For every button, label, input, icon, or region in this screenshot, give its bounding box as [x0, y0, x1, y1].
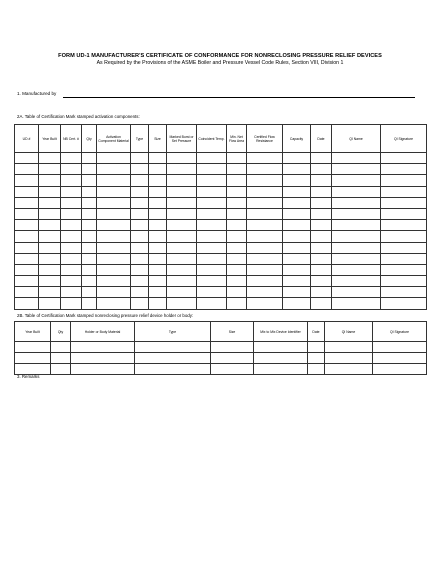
table-cell[interactable] — [227, 264, 247, 275]
table-cell[interactable] — [39, 253, 61, 264]
table-cell[interactable] — [197, 197, 227, 208]
table-cell[interactable] — [15, 342, 51, 353]
table-row — [15, 175, 427, 186]
table-cell[interactable] — [15, 153, 39, 164]
remarks-label: 3. Remarks — [17, 374, 40, 379]
table-cell[interactable] — [61, 264, 82, 275]
table-cell[interactable] — [227, 175, 247, 186]
table-cell[interactable] — [149, 175, 167, 186]
table-cell[interactable] — [332, 276, 381, 287]
activation-components-table — [14, 124, 427, 310]
table-cell[interactable] — [15, 353, 51, 364]
table-cell[interactable] — [15, 175, 39, 186]
table-cell[interactable] — [381, 153, 427, 164]
table-cell[interactable] — [381, 197, 427, 208]
table-cell[interactable] — [15, 186, 39, 197]
table-cell[interactable] — [149, 253, 167, 264]
table-row — [15, 186, 427, 197]
table-cell[interactable] — [247, 197, 283, 208]
table-cell[interactable] — [131, 253, 149, 264]
table-cell[interactable] — [308, 364, 325, 375]
table-cell[interactable] — [149, 276, 167, 287]
table-cell[interactable] — [167, 287, 197, 298]
table-cell[interactable] — [82, 164, 97, 175]
table-cell[interactable] — [227, 220, 247, 231]
table-cell[interactable] — [131, 208, 149, 219]
table-cell[interactable] — [15, 253, 39, 264]
table-cell[interactable] — [61, 153, 82, 164]
table-row — [15, 242, 427, 253]
table-cell[interactable] — [283, 253, 311, 264]
table-cell[interactable] — [131, 220, 149, 231]
column-header: Capacity — [283, 125, 311, 153]
table-cell[interactable] — [381, 175, 427, 186]
table-cell[interactable] — [332, 208, 381, 219]
table-cell[interactable] — [149, 164, 167, 175]
table-cell[interactable] — [332, 264, 381, 275]
table-cell[interactable] — [227, 164, 247, 175]
table-cell[interactable] — [167, 298, 197, 309]
table-cell[interactable] — [82, 220, 97, 231]
table-cell[interactable] — [227, 231, 247, 242]
table-cell[interactable] — [15, 208, 39, 219]
table-cell[interactable] — [254, 342, 308, 353]
table-cell[interactable] — [332, 164, 381, 175]
table-cell[interactable] — [97, 231, 131, 242]
table-row — [15, 231, 427, 242]
table-cell[interactable] — [332, 186, 381, 197]
column-header: QI Signature — [381, 125, 427, 153]
table-cell[interactable] — [82, 197, 97, 208]
table-cell[interactable] — [39, 164, 61, 175]
table-cell[interactable] — [381, 231, 427, 242]
table-cell[interactable] — [61, 253, 82, 264]
column-header: QI Signature — [373, 322, 427, 342]
table-cell[interactable] — [197, 253, 227, 264]
table-cell[interactable] — [381, 298, 427, 309]
column-header: Min. Net Flow Area — [227, 125, 247, 153]
table-row — [15, 153, 427, 164]
table-cell[interactable] — [332, 220, 381, 231]
table-cell[interactable] — [227, 298, 247, 309]
table-cell[interactable] — [61, 298, 82, 309]
table-cell[interactable] — [373, 353, 427, 364]
table-cell[interactable] — [61, 220, 82, 231]
table-cell[interactable] — [227, 276, 247, 287]
table-cell[interactable] — [247, 220, 283, 231]
table-cell[interactable] — [97, 208, 131, 219]
table-cell[interactable] — [254, 353, 308, 364]
table-row — [15, 353, 427, 364]
table-cell[interactable] — [311, 220, 332, 231]
table-cell[interactable] — [332, 197, 381, 208]
table-cell[interactable] — [97, 186, 131, 197]
table-cell[interactable] — [82, 153, 97, 164]
column-header: NB Cert. # — [61, 125, 82, 153]
table-cell[interactable] — [283, 208, 311, 219]
table-cell[interactable] — [15, 364, 51, 375]
table-cell[interactable] — [211, 342, 254, 353]
table-cell[interactable] — [82, 287, 97, 298]
table-cell[interactable] — [97, 175, 131, 186]
table-cell[interactable] — [149, 264, 167, 275]
table-cell[interactable] — [381, 164, 427, 175]
table-cell[interactable] — [167, 242, 197, 253]
table-cell[interactable] — [381, 264, 427, 275]
table-cell[interactable] — [283, 276, 311, 287]
table-cell[interactable] — [283, 197, 311, 208]
table-cell[interactable] — [15, 298, 39, 309]
table-cell[interactable] — [97, 253, 131, 264]
table-cell[interactable] — [82, 175, 97, 186]
table-cell[interactable] — [283, 264, 311, 275]
table-cell[interactable] — [308, 353, 325, 364]
column-header: Size — [211, 322, 254, 342]
table-cell[interactable] — [311, 287, 332, 298]
table-cell[interactable] — [131, 298, 149, 309]
table-cell[interactable] — [15, 276, 39, 287]
table-row — [15, 364, 427, 375]
table-cell[interactable] — [311, 186, 332, 197]
column-header: Qty — [82, 125, 97, 153]
table-cell[interactable] — [211, 353, 254, 364]
table-cell[interactable] — [332, 242, 381, 253]
table-cell[interactable] — [167, 186, 197, 197]
table-cell[interactable] — [381, 208, 427, 219]
table-cell[interactable] — [149, 298, 167, 309]
table-cell[interactable] — [325, 342, 373, 353]
table-cell[interactable] — [332, 253, 381, 264]
table-cell[interactable] — [82, 231, 97, 242]
column-header: Certified Flow Resistance — [247, 125, 283, 153]
table-cell[interactable] — [227, 253, 247, 264]
table-cell[interactable] — [197, 175, 227, 186]
table-cell[interactable] — [197, 276, 227, 287]
table-cell[interactable] — [39, 276, 61, 287]
table-cell[interactable] — [15, 264, 39, 275]
table-cell[interactable] — [332, 287, 381, 298]
table-cell[interactable] — [311, 197, 332, 208]
table-cell[interactable] — [325, 353, 373, 364]
table-cell[interactable] — [61, 208, 82, 219]
table-cell[interactable] — [283, 164, 311, 175]
table-cell[interactable] — [227, 208, 247, 219]
table-cell[interactable] — [149, 208, 167, 219]
column-header: Type — [135, 322, 211, 342]
table-cell[interactable] — [61, 175, 82, 186]
table-cell[interactable] — [197, 242, 227, 253]
holder-body-table — [14, 321, 427, 375]
table-row — [15, 197, 427, 208]
table-cell[interactable] — [51, 353, 71, 364]
table-cell[interactable] — [311, 276, 332, 287]
table-cell[interactable] — [71, 364, 135, 375]
table-cell[interactable] — [197, 220, 227, 231]
table-cell[interactable] — [39, 231, 61, 242]
table-cell[interactable] — [15, 220, 39, 231]
section-2b-label: 2B. Table of Certification Mark stamped nonreclosing pressure relief device holder or body: — [17, 313, 194, 318]
column-header: Date — [311, 125, 332, 153]
table-cell[interactable] — [82, 253, 97, 264]
table-cell[interactable] — [247, 175, 283, 186]
table-cell[interactable] — [15, 164, 39, 175]
table-cell[interactable] — [332, 175, 381, 186]
column-header: Mix to Mix Device Identifier — [254, 322, 308, 342]
table-cell[interactable] — [82, 276, 97, 287]
manufactured-by-field[interactable] — [63, 97, 415, 98]
table-cell[interactable] — [39, 186, 61, 197]
table-cell[interactable] — [39, 298, 61, 309]
table-cell[interactable] — [311, 153, 332, 164]
table-cell[interactable] — [71, 353, 135, 364]
table-cell[interactable] — [82, 186, 97, 197]
table-cell[interactable] — [167, 264, 197, 275]
table-row — [15, 342, 427, 353]
table-cell[interactable] — [61, 186, 82, 197]
table-row — [15, 298, 427, 309]
table-cell[interactable] — [39, 220, 61, 231]
table-cell[interactable] — [254, 364, 308, 375]
table-cell[interactable] — [39, 175, 61, 186]
table-cell[interactable] — [167, 175, 197, 186]
table-cell[interactable] — [131, 153, 149, 164]
table-cell[interactable] — [381, 220, 427, 231]
table-cell[interactable] — [247, 231, 283, 242]
table-cell[interactable] — [197, 186, 227, 197]
table-cell[interactable] — [167, 276, 197, 287]
table-cell[interactable] — [197, 208, 227, 219]
table-cell[interactable] — [167, 231, 197, 242]
form-title: FORM UD-1 MANUFACTURER'S CERTIFICATE OF CONFORMANCE FOR NONRECLOSING PRESSURE RELIEF DEVICES — [58, 53, 382, 59]
table-cell[interactable] — [381, 186, 427, 197]
table-row — [15, 287, 427, 298]
table-cell[interactable] — [227, 242, 247, 253]
column-header: Marked Burst or Set Pressure — [167, 125, 197, 153]
table-cell[interactable] — [247, 208, 283, 219]
column-header: Coincident Temp. — [197, 125, 227, 153]
section-2a-label: 2A. Table of Certification Mark stamped activation components: — [17, 114, 140, 119]
table-cell[interactable] — [39, 208, 61, 219]
column-header: Holder or Body Material — [71, 322, 135, 342]
table-cell[interactable] — [97, 197, 131, 208]
table-cell[interactable] — [97, 153, 131, 164]
table-cell[interactable] — [131, 242, 149, 253]
table-cell[interactable] — [15, 197, 39, 208]
table-cell[interactable] — [311, 242, 332, 253]
table-cell[interactable] — [149, 287, 167, 298]
table-cell[interactable] — [131, 287, 149, 298]
table-cell[interactable] — [149, 153, 167, 164]
table-cell[interactable] — [39, 153, 61, 164]
table-cell[interactable] — [283, 153, 311, 164]
table-cell[interactable] — [381, 242, 427, 253]
table-cell[interactable] — [227, 287, 247, 298]
table-cell[interactable] — [135, 364, 211, 375]
table-cell[interactable] — [247, 298, 283, 309]
table-row — [15, 164, 427, 175]
column-header: Size — [149, 125, 167, 153]
table-cell[interactable] — [311, 175, 332, 186]
table-cell[interactable] — [167, 208, 197, 219]
table-cell[interactable] — [131, 264, 149, 275]
table-cell[interactable] — [39, 287, 61, 298]
table-cell[interactable] — [311, 231, 332, 242]
table-cell[interactable] — [247, 276, 283, 287]
table-cell[interactable] — [247, 242, 283, 253]
table-cell[interactable] — [51, 364, 71, 375]
table-cell[interactable] — [82, 242, 97, 253]
table-cell[interactable] — [247, 153, 283, 164]
table-row — [15, 276, 427, 287]
table-cell[interactable] — [167, 220, 197, 231]
table-cell[interactable] — [15, 231, 39, 242]
table-cell[interactable] — [247, 164, 283, 175]
column-header: Year Built — [39, 125, 61, 153]
table-cell[interactable] — [131, 231, 149, 242]
table-cell[interactable] — [131, 164, 149, 175]
table-cell[interactable] — [167, 197, 197, 208]
column-header: QI Name — [325, 322, 373, 342]
table-row — [15, 208, 427, 219]
table-cell[interactable] — [39, 197, 61, 208]
table-cell[interactable] — [247, 264, 283, 275]
column-header: Year Built — [15, 322, 51, 342]
table-cell[interactable] — [61, 276, 82, 287]
column-header: UD # — [15, 125, 39, 153]
table-cell[interactable] — [197, 231, 227, 242]
table-cell[interactable] — [283, 298, 311, 309]
table-cell[interactable] — [61, 242, 82, 253]
table-cell[interactable] — [373, 364, 427, 375]
table-cell[interactable] — [71, 342, 135, 353]
table-cell[interactable] — [332, 153, 381, 164]
table-cell[interactable] — [197, 264, 227, 275]
table-cell[interactable] — [97, 220, 131, 231]
table-cell[interactable] — [227, 153, 247, 164]
column-header: Qty — [51, 322, 71, 342]
table-cell[interactable] — [149, 242, 167, 253]
table-cell[interactable] — [247, 186, 283, 197]
table-cell[interactable] — [247, 287, 283, 298]
column-header: Date — [308, 322, 325, 342]
table-cell[interactable] — [311, 253, 332, 264]
table-cell[interactable] — [283, 231, 311, 242]
table-cell[interactable] — [149, 231, 167, 242]
table-cell[interactable] — [197, 298, 227, 309]
manufactured-by-label: 1. Manufactured by — [17, 91, 57, 96]
table-cell[interactable] — [131, 186, 149, 197]
table-cell[interactable] — [381, 276, 427, 287]
table-cell[interactable] — [283, 242, 311, 253]
table-cell[interactable] — [308, 342, 325, 353]
table-cell[interactable] — [211, 364, 254, 375]
table-cell[interactable] — [373, 342, 427, 353]
table-cell[interactable] — [135, 353, 211, 364]
table-cell[interactable] — [311, 164, 332, 175]
table-cell[interactable] — [82, 264, 97, 275]
table-cell[interactable] — [97, 298, 131, 309]
table-cell[interactable] — [247, 253, 283, 264]
table-cell[interactable] — [131, 197, 149, 208]
table-cell[interactable] — [167, 164, 197, 175]
table-row — [15, 253, 427, 264]
table-cell[interactable] — [82, 298, 97, 309]
table-cell[interactable] — [61, 164, 82, 175]
table-cell[interactable] — [332, 231, 381, 242]
table-cell[interactable] — [227, 186, 247, 197]
table-cell[interactable] — [381, 253, 427, 264]
table-cell[interactable] — [149, 186, 167, 197]
column-header: Type — [131, 125, 149, 153]
table-cell[interactable] — [283, 287, 311, 298]
table-cell[interactable] — [381, 287, 427, 298]
table-cell[interactable] — [97, 264, 131, 275]
table-cell[interactable] — [149, 220, 167, 231]
table-cell[interactable] — [97, 276, 131, 287]
table-row — [15, 264, 427, 275]
table-cell[interactable] — [311, 298, 332, 309]
table-cell[interactable] — [15, 242, 39, 253]
table-cell[interactable] — [97, 164, 131, 175]
table-cell[interactable] — [97, 287, 131, 298]
table-cell[interactable] — [61, 287, 82, 298]
table-cell[interactable] — [97, 242, 131, 253]
table-cell[interactable] — [283, 220, 311, 231]
table-cell[interactable] — [197, 153, 227, 164]
table-cell[interactable] — [149, 197, 167, 208]
table-cell[interactable] — [61, 197, 82, 208]
table-cell[interactable] — [197, 287, 227, 298]
table-cell[interactable] — [227, 197, 247, 208]
table-cell[interactable] — [15, 287, 39, 298]
table-cell[interactable] — [311, 264, 332, 275]
table-cell[interactable] — [325, 364, 373, 375]
table-row — [15, 220, 427, 231]
column-header: QI Name — [332, 125, 381, 153]
table-cell[interactable] — [332, 298, 381, 309]
table-cell[interactable] — [197, 164, 227, 175]
table-cell[interactable] — [61, 231, 82, 242]
table-cell[interactable] — [283, 186, 311, 197]
form-subtitle: As Required by the Provisions of the ASME Boiler and Pressure Vessel Code Rules, Section VIII, Division 1 — [96, 60, 344, 66]
column-header: Activation Component Material — [97, 125, 131, 153]
table-cell[interactable] — [283, 175, 311, 186]
table-cell[interactable] — [135, 342, 211, 353]
table-cell[interactable] — [39, 264, 61, 275]
table-cell[interactable] — [82, 208, 97, 219]
table-cell[interactable] — [311, 208, 332, 219]
table-cell[interactable] — [131, 276, 149, 287]
table-cell[interactable] — [51, 342, 71, 353]
table-cell[interactable] — [39, 242, 61, 253]
table-cell[interactable] — [167, 153, 197, 164]
table-cell[interactable] — [131, 175, 149, 186]
table-cell[interactable] — [167, 253, 197, 264]
